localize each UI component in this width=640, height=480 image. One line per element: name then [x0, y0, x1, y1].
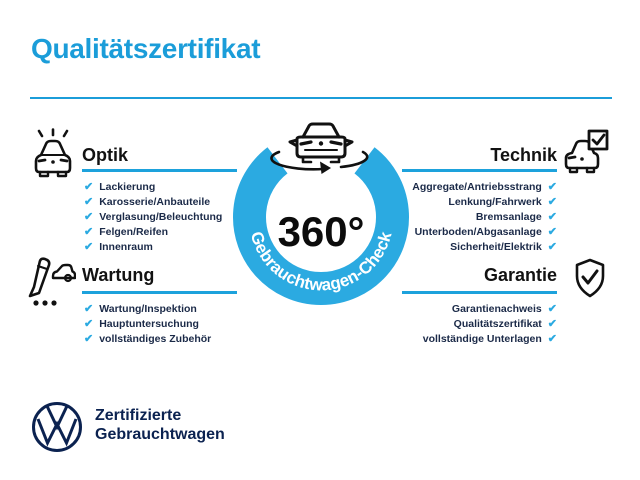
- checklist-item-label: vollständiges Zubehör: [99, 333, 212, 345]
- shield-check-icon: [573, 258, 607, 298]
- page-title: Qualitätszertifikat: [31, 33, 261, 64]
- footer-brand-line2: Gebrauchtwagen: [95, 426, 225, 443]
- checklist-item-label: vollständige Unterlagen: [422, 333, 542, 345]
- check-icon: ✔: [547, 303, 557, 315]
- checklist-item: [415, 225, 557, 240]
- section-heading-garantie: Garantie: [483, 265, 557, 285]
- checklist-garantie: [423, 302, 557, 347]
- check-icon: ✔: [84, 181, 94, 193]
- car-rotation-icon: [271, 124, 367, 174]
- check-icon: ✔: [84, 211, 94, 223]
- checklist-item-label: Aggregate/Antriebsstrang: [412, 181, 542, 193]
- car-checkbox-icon: [562, 128, 612, 178]
- checklist-wartung: [84, 302, 211, 347]
- check-icon: ✔: [84, 241, 94, 253]
- checklist-item: [84, 302, 197, 317]
- checklist-technik: [412, 180, 557, 255]
- check-icon: ✔: [547, 226, 557, 238]
- checklist-item: [454, 317, 557, 332]
- check-icon: ✔: [84, 196, 94, 208]
- checklist-item: [84, 332, 211, 347]
- pencil-car-icon: [28, 255, 76, 309]
- checklist-item-label: Sicherheit/Elektrik: [450, 241, 542, 253]
- checklist-item-label: Felgen/Reifen: [99, 226, 169, 238]
- section-heading-wartung: Wartung: [82, 265, 155, 285]
- checklist-item-label: Lackierung: [99, 181, 156, 193]
- checklist-item: [452, 302, 557, 317]
- checklist-item: [84, 210, 222, 225]
- check-icon: ✔: [84, 318, 94, 330]
- checklist-item: [476, 210, 557, 225]
- checklist-item-label: Bremsanlage: [475, 211, 542, 223]
- check-icon: ✔: [547, 196, 557, 208]
- checklist-item: [84, 195, 210, 210]
- check-icon: ✔: [547, 333, 557, 345]
- checklist-item: [450, 240, 557, 255]
- checklist-item: [412, 180, 557, 195]
- section-rule-wartung: [82, 291, 237, 294]
- check-icon: ✔: [547, 211, 557, 223]
- checklist-item-label: Karosserie/Anbauteile: [99, 196, 211, 208]
- section-rule-optik: [82, 169, 237, 172]
- degree-value: 360°: [277, 208, 365, 255]
- ring-curved-label: Gebrauchtwagen-Check: [246, 229, 396, 295]
- checklist-item: [84, 225, 168, 240]
- check-icon: ✔: [547, 181, 557, 193]
- section-heading-technik: Technik: [490, 145, 557, 165]
- footer-brand-line1: Zertifizierte: [95, 407, 182, 424]
- checklist-item-label: Innenraum: [99, 241, 153, 253]
- checklist-item-label: Lenkung/Fahrwerk: [448, 196, 542, 208]
- checklist-item: [448, 195, 557, 210]
- checklist-item-label: Verglasung/Beleuchtung: [99, 211, 223, 223]
- check-icon: ✔: [547, 318, 557, 330]
- checklist-item: [84, 180, 155, 195]
- checklist-item-label: Hauptuntersuchung: [99, 318, 199, 330]
- car-shine-icon: [27, 128, 79, 182]
- vw-logo: [31, 401, 83, 453]
- title-divider: [30, 97, 612, 99]
- check-icon: ✔: [84, 226, 94, 238]
- check-icon: ✔: [84, 333, 94, 345]
- footer-brand-label: [95, 406, 225, 444]
- center-360-graphic: [225, 110, 420, 320]
- checklist-item: [423, 332, 557, 347]
- checklist-item-label: Unterboden/Abgasanlage: [414, 226, 542, 238]
- checklist-item-label: Garantienachweis: [451, 303, 542, 315]
- checklist-item-label: Qualitätszertifikat: [453, 318, 542, 330]
- checklist-optik: [84, 180, 222, 255]
- section-rule-garantie: [402, 291, 557, 294]
- section-heading-optik: Optik: [82, 145, 129, 165]
- section-rule-technik: [402, 169, 557, 172]
- checklist-item: [84, 240, 153, 255]
- checklist-item: [84, 317, 199, 332]
- checklist-item-label: Wartung/Inspektion: [99, 303, 197, 315]
- check-icon: ✔: [547, 241, 557, 253]
- check-icon: ✔: [84, 303, 94, 315]
